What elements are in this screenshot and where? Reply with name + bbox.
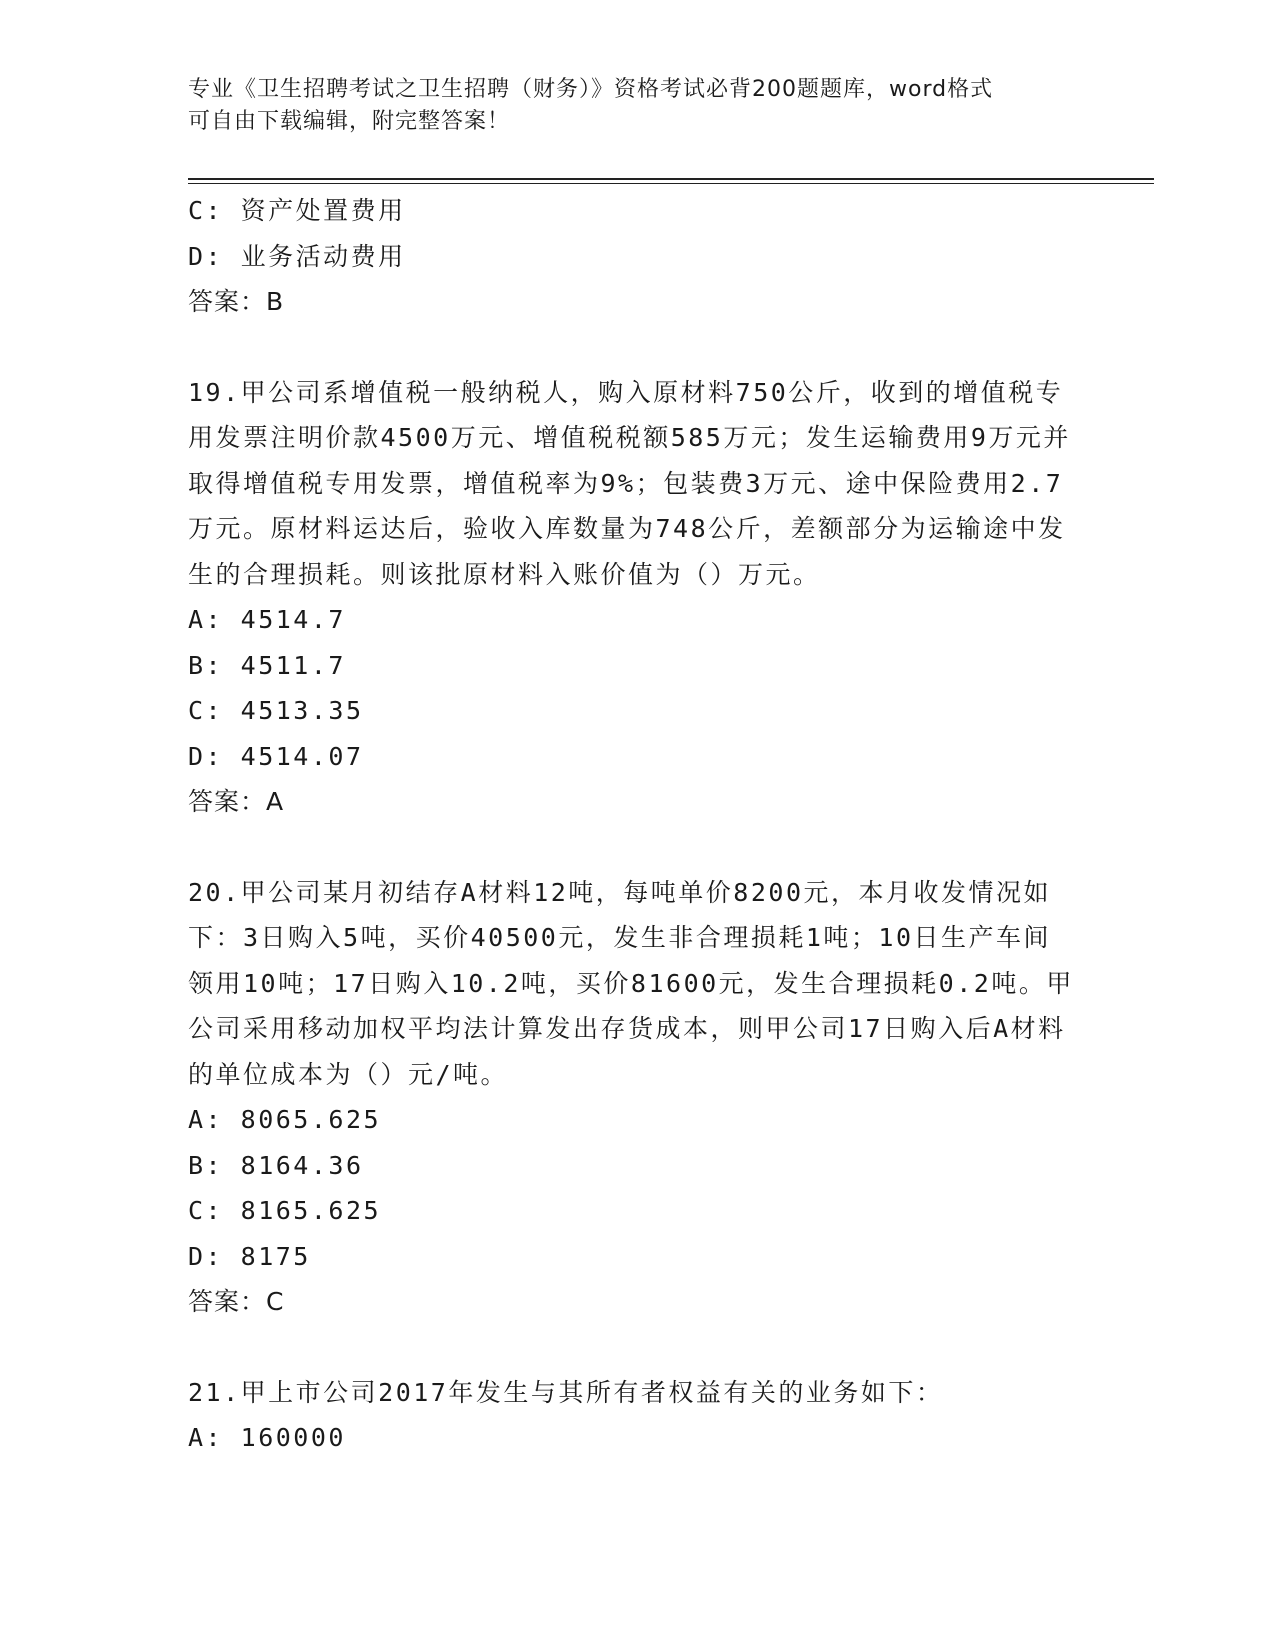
option-d: D: 8175 (188, 1241, 311, 1271)
option-d: D: 4514.07 (188, 741, 364, 771)
option-a: A: 4514.7 (188, 605, 346, 634)
header-divider-thin (188, 183, 1154, 184)
option-b: B: 4511.7 (188, 650, 346, 680)
document-body (188, 188, 1088, 1461)
question-18-tail (188, 188, 1088, 325)
question-text: 20.甲公司某月初结存A材料12吨，每吨单价8200元，本月收发情况如下：3日购入5吨，买价40500元，发生非合理损耗1吨；10日生产车间领用10吨；17日购入10.2吨，买价81600元，发生合理损耗0.2吨。甲公司采用移动加权平均法计算发出存货成本，则甲公司17日购入后A材料的单位成本为（）元/吨。 (188, 877, 1074, 1089)
option-a: A: 160000 (188, 1423, 346, 1452)
question-21 (188, 1370, 1088, 1461)
option-c: C: 资产处置费用 (188, 196, 406, 225)
option-d: D: 业务活动费用 (188, 241, 406, 271)
question-text: 19.甲公司系增值税一般纳税人，购入原材料750公斤，收到的增值税专用发票注明价款4500万元、增值税税额585万元；发生运输费用9万元并取得增值税专用发票，增值税率为9%；包装费3万元、途中保险费用2.7万元。原材料运达后，验收入库数量为748公斤，差额部分为运输途中发生的合理损耗。则该批原材料入账价值为（）万元。 (188, 377, 1071, 589)
header-line-1: 专业《卫生招聘考试之卫生招聘（财务）》资格考试必背200题题库，word格式 (188, 77, 994, 102)
header-line-2: 可自由下载编辑，附完整答案！ (188, 109, 511, 134)
option-c: C: 4513.35 (188, 696, 364, 725)
answer-line: 答案：C (188, 1287, 285, 1316)
option-b: B: 8164.36 (188, 1150, 364, 1180)
question-text: 21.甲上市公司2017年发生与其所有者权益有关的业务如下： (188, 1377, 944, 1407)
question-20 (188, 870, 1088, 1325)
option-c: C: 8165.625 (188, 1196, 382, 1225)
header-divider-thick (188, 178, 1154, 180)
answer-line: 答案：A (188, 787, 285, 816)
option-a: A: 8065.625 (188, 1105, 382, 1134)
answer-line: 答案：B (188, 287, 285, 316)
document-header (188, 74, 1088, 138)
question-19 (188, 370, 1088, 825)
